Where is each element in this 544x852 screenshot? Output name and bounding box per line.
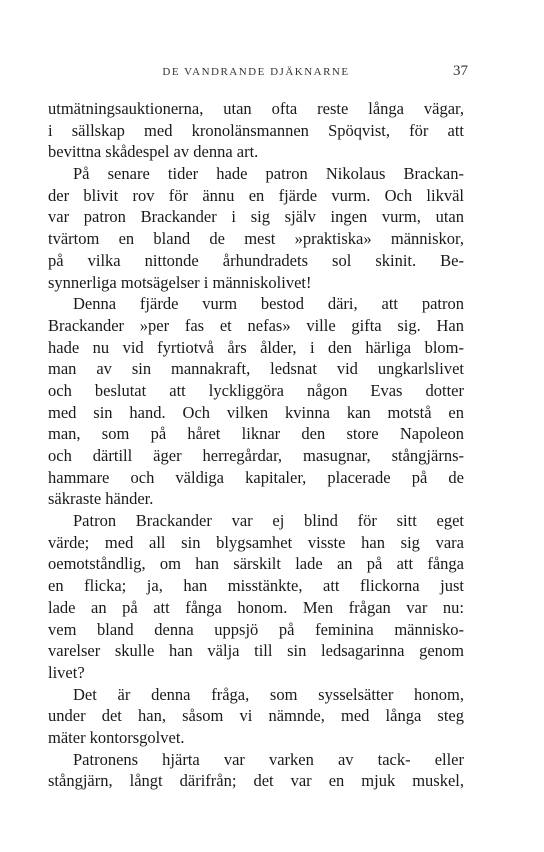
text-line: säkraste händer. — [48, 489, 154, 509]
text-line: synnerliga motsägelser i människolivet! — [48, 272, 312, 292]
text-line: och beslutat att lyckliggöra någon Evas dotter — [48, 380, 464, 400]
text-line: mäter kontorsgolvet. — [48, 727, 185, 747]
text-line: oemotståndlig, om han särskilt lade an på att fånga — [48, 554, 464, 574]
text-line: utmätningsauktionerna, utan ofta reste långa vägar, — [48, 99, 464, 118]
text-line: På senare tider hade patron Nikolaus Brackan- — [73, 164, 464, 184]
text-line: Patronens hjärta var varken av tack- eller — [73, 749, 464, 769]
text-line: Denna fjärde vurm bestod däri, att patron — [73, 294, 464, 314]
text-line: stångjärn, långt därifrån; det var en mjuk muskel, — [48, 771, 464, 791]
page-number: 37 — [453, 63, 468, 79]
text-line: och därtill äger herregårdar, masugnar, stångjärns- — [48, 446, 464, 465]
text-line: under det han, såsom vi nämnde, med långa steg — [48, 706, 464, 726]
text-line: hammare och väldiga kapitaler, placerade på de — [48, 467, 464, 487]
running-head — [48, 63, 468, 83]
text-line: Det är denna fråga, som sysselsätter honom, — [73, 684, 464, 704]
text-line: Brackander »per fas et nefas» ville gifta sig. Han — [48, 315, 464, 335]
text-line: med sin hand. Och vilken kvinna kan motstå en — [48, 402, 464, 422]
text-line: livet? — [48, 662, 85, 682]
running-title: DE VANDRANDE DJÄKNARNE — [162, 66, 350, 78]
text-line: Patron Brackander var ej blind för sitt eget — [73, 511, 464, 531]
text-line: bevittna skådespel av denna art. — [48, 142, 259, 162]
text-line: värde; med all sin blygsamhet visste han sig vara — [48, 532, 464, 552]
text-line: varelser skulle han välja till sin ledsagarinna genom — [48, 641, 464, 661]
text-line: der blivit rov för ännu en fjärde vurm. Och likväl — [48, 185, 464, 205]
text-line: man, som på håret liknar den store Napoleon — [48, 424, 464, 444]
text-line: vem bland denna uppsjö på feminina människo- — [48, 619, 464, 639]
text-line: var patron Brackander i sig själv ingen vurm, utan — [48, 207, 464, 227]
text-line: en flicka; ja, han misstänkte, att flickorna just — [48, 576, 464, 596]
text-line: man av sin mannakraft, ledsnat vid ungkarlslivet — [48, 359, 464, 379]
body-text — [48, 98, 464, 792]
text-line: hade nu vid fyrtiotvå års ålder, i den härliga blom- — [48, 337, 464, 357]
text-line: tvärtom en bland de mest »praktiska» människor, — [48, 229, 464, 249]
text-line: lade an på att fånga honom. Men frågan var nu: — [48, 597, 464, 617]
text-line: i sällskap med kronolänsmannen Spöqvist, för att — [48, 120, 464, 140]
text-line: på vilka nittonde århundradets sol skinit. Be- — [48, 250, 464, 270]
